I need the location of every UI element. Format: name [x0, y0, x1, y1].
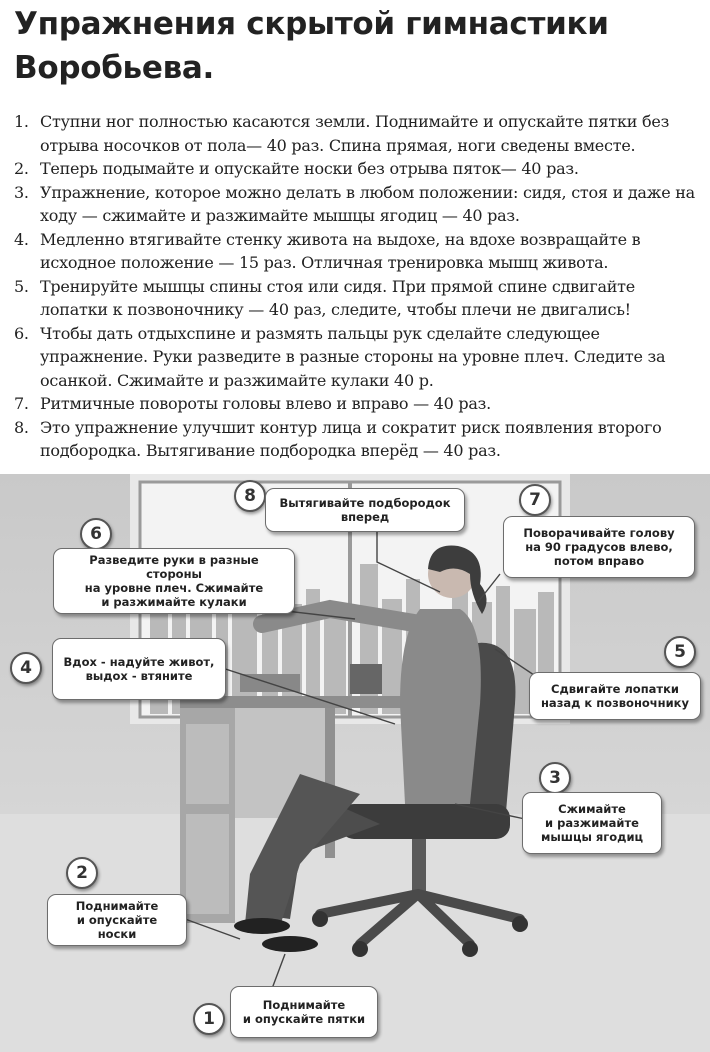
step-badge-8: 8	[234, 480, 266, 512]
exercise-text: Упражнение, которое можно делать в любом положении: сидя, стоя и даже на ходу — сжимайте и разжимайте мышцы ягодиц — 40 раз.	[40, 182, 695, 225]
callout-shoulder-blades: Сдвигайте лопатки назад к позвоночнику	[529, 672, 701, 720]
exercise-item	[0, 322, 710, 393]
exercise-item	[0, 392, 710, 416]
exercise-list	[0, 110, 710, 463]
page-title: Упражнения скрытой гимнастики Воробьева.	[14, 6, 609, 86]
exercise-text: Тренируйте мышцы спины стоя или сидя. При прямой спине сдвигайте лопатки к позвоночнику — 40 раз, следите, чтобы плечи не двигались!	[40, 276, 635, 319]
step-badge-6: 6	[80, 518, 112, 550]
exercise-item	[0, 110, 710, 157]
exercise-number: 7.	[14, 394, 29, 413]
callout-chin-forward: Вытягивайте подбородок вперед	[265, 488, 465, 532]
callout-head-turn: Поворачивайте голову на 90 градусов влево, потом вправо	[503, 516, 695, 578]
callout-heels: Поднимайте и опускайте пятки	[230, 986, 378, 1038]
exercise-text: Теперь подымайте и опускайте носки без отрыва пяток— 40 раз.	[40, 159, 579, 178]
callout-arms-fists: Разведите руки в разные стороны на уровне плеч. Сжимайте и разжимайте кулаки	[53, 548, 295, 614]
exercise-illustration	[0, 474, 710, 1052]
exercise-text: Медленно втягивайте стенку живота на выдохе, на вдохе возвращайте в исходное положение — 15 раз. Отличная тренировка мышц живота.	[40, 229, 641, 272]
step-badge-4: 4	[10, 652, 42, 684]
step-badge-1: 1	[193, 1003, 225, 1035]
exercise-item	[0, 275, 710, 322]
exercise-text: Ступни ног полностью касаются земли. Поднимайте и опускайте пятки без отрыва носочков от пола— 40 раз. Спина прямая, ноги сведены вместе.	[40, 112, 670, 155]
exercise-number: 6.	[14, 323, 29, 343]
step-badge-5: 5	[664, 636, 696, 668]
exercise-item	[0, 157, 710, 181]
exercise-text: Чтобы дать отдыхспине и размять пальцы рук сделайте следующее упражнение. Руки разведите в разные стороны на уровне плеч. Следите за осанкой. Сжимайте и разжимайте кулаки 40 р.	[40, 323, 666, 390]
step-badge-7: 7	[519, 484, 551, 516]
callout-belly-breath: Вдох - надуйте живот, выдох - втяните	[52, 638, 226, 700]
callout-glutes: Сжимайте и разжимайте мышцы ягодиц	[522, 792, 662, 854]
exercise-text: Это упражнение улучшит контур лица и сократит риск появления второго подбородка. Вытягивание подбородка вперёд — 40 раз.	[40, 417, 662, 460]
exercise-number: 8.	[14, 417, 29, 437]
exercise-text: Ритмичные повороты головы влево и вправо — 40 раз.	[40, 394, 491, 413]
step-badge-2: 2	[66, 857, 98, 889]
callout-toes: Поднимайте и опускайте носки	[47, 894, 187, 946]
step-badge-3: 3	[539, 762, 571, 794]
exercise-number: 1.	[14, 112, 29, 131]
exercise-number: 5.	[14, 276, 29, 296]
exercise-item	[0, 181, 710, 228]
exercise-item	[0, 228, 710, 275]
exercise-number: 3.	[14, 182, 29, 202]
exercise-item	[0, 416, 710, 463]
exercise-number: 4.	[14, 229, 29, 249]
exercise-number: 2.	[14, 159, 29, 178]
